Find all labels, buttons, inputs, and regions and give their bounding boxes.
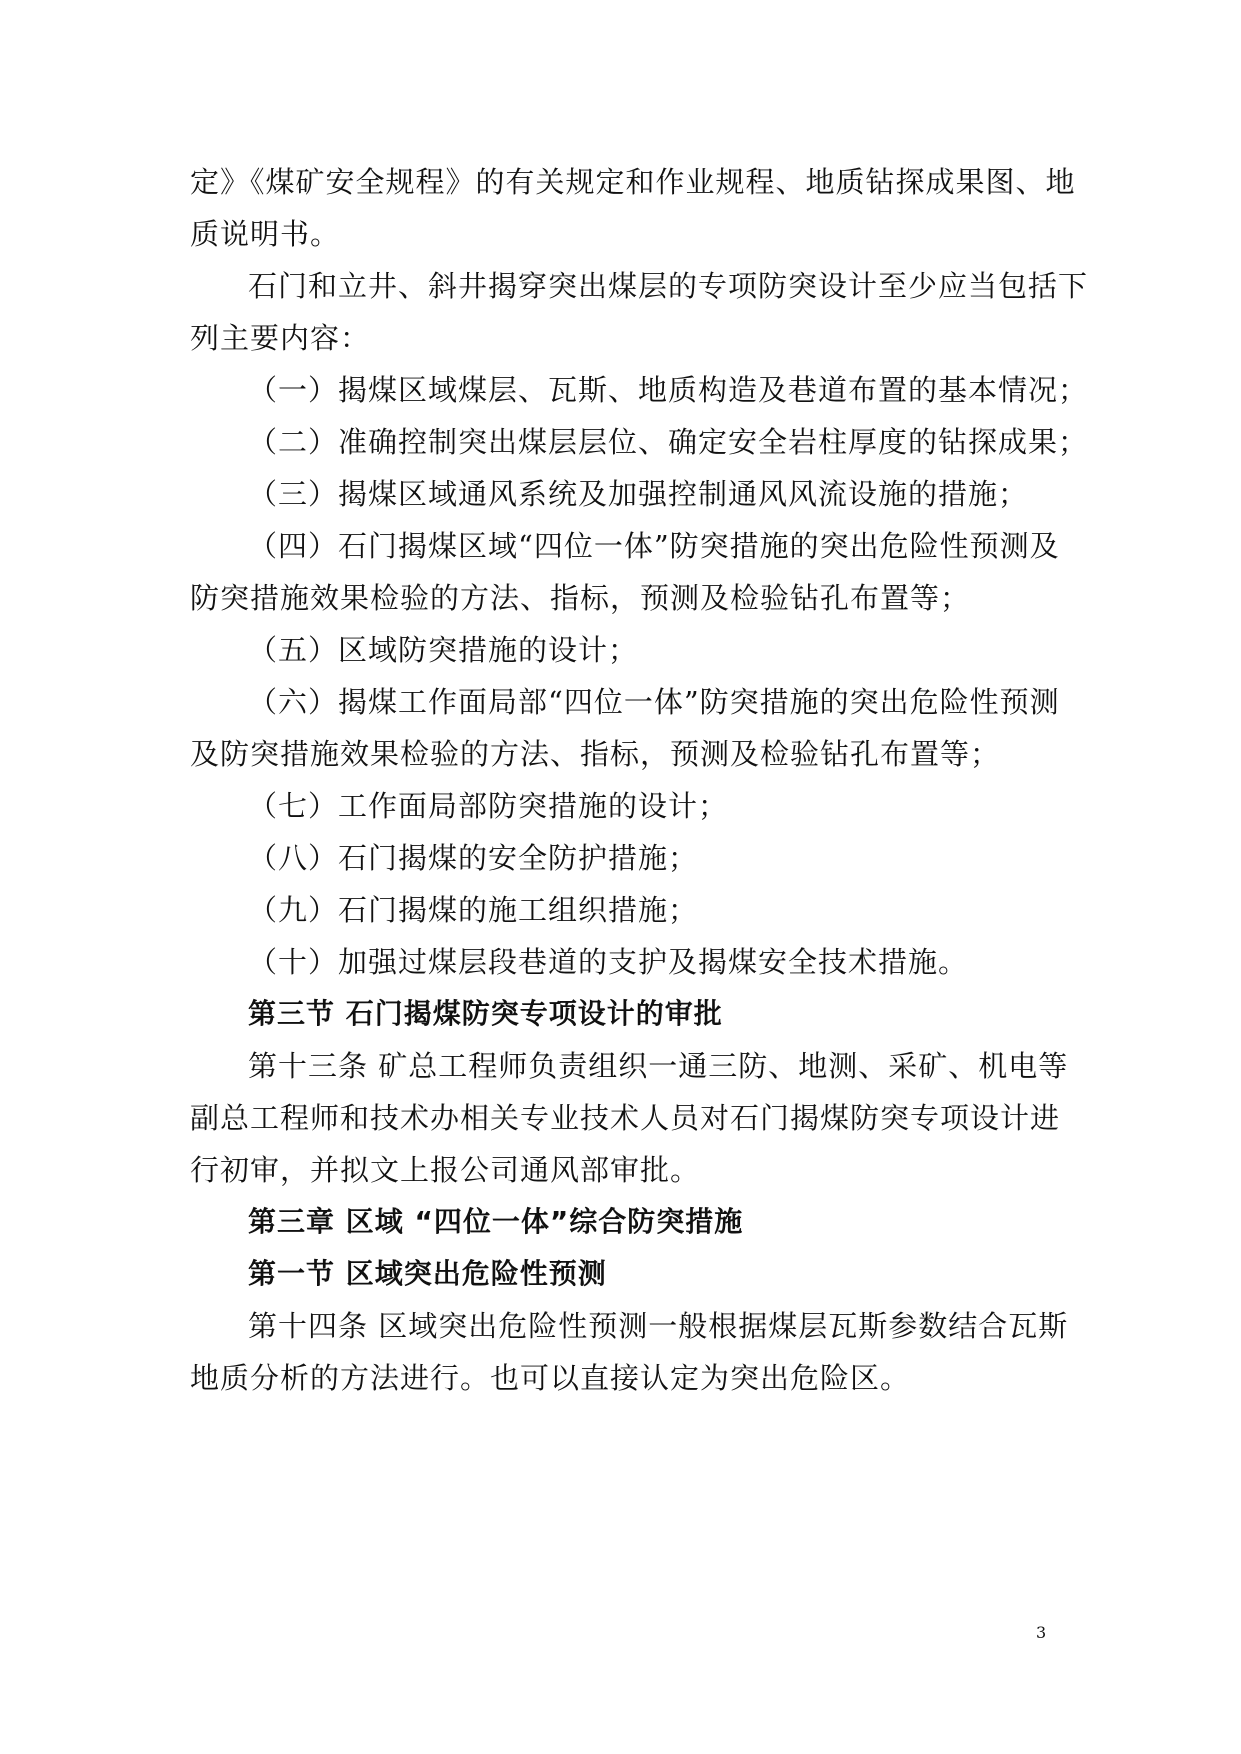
list-item: （九）石门揭煤的施工组织措施； [248,893,699,927]
page-number: 3 [1036,1623,1047,1642]
section-heading: 第一节 区域突出危险性预测 [248,1257,607,1290]
article-line: 地质分析的方法进行。也可以直接认定为突出危险区。 [190,1361,911,1395]
article-line: 行初审，并拟文上报公司通风部审批。 [190,1153,701,1187]
paragraph-line: 定》《煤矿安全规程》的有关规定和作业规程、地质钻探成果图、地 [190,165,1076,199]
list-item: （七）工作面局部防突措施的设计； [248,789,729,823]
list-item: （四）石门揭煤区域“四位一体”防突措施的突出危险性预测及 [248,529,1060,563]
list-item-continuation: 及防突措施效果检验的方法、指标，预测及检验钻孔布置等； [190,737,1001,771]
paragraph-line: 列主要内容： [190,321,371,355]
list-item: （十）加强过煤层段巷道的支护及揭煤安全技术措施。 [248,945,969,979]
list-item: （八）石门揭煤的安全防护措施； [248,841,699,875]
list-item: （三）揭煤区域通风系统及加强控制通风风流设施的措施； [248,477,1029,511]
paragraph-line: 质说明书。 [190,217,341,251]
article-line: 第十三条 矿总工程师负责组织一通三防、地测、采矿、机电等 [248,1049,1069,1083]
list-item: （五）区域防突措施的设计； [248,633,639,667]
paragraph-line: 石门和立井、斜井揭穿突出煤层的专项防突设计至少应当包括下 [248,269,1089,303]
list-item: （六）揭煤工作面局部“四位一体”防突措施的突出危险性预测 [248,685,1060,719]
article-line: 第十四条 区域突出危险性预测一般根据煤层瓦斯参数结合瓦斯 [248,1309,1069,1343]
list-item: （二）准确控制突出煤层层位、确定安全岩柱厚度的钻探成果； [248,425,1089,459]
chapter-heading: 第三章 区域 “四位一体”综合防突措施 [248,1205,744,1238]
article-line: 副总工程师和技术办相关专业技术人员对石门揭煤防突专项设计进 [190,1101,1061,1135]
list-item-continuation: 防突措施效果检验的方法、指标，预测及检验钻孔布置等； [190,581,971,615]
list-item: （一）揭煤区域煤层、瓦斯、地质构造及巷道布置的基本情况； [248,373,1089,407]
section-heading: 第三节 石门揭煤防突专项设计的审批 [248,997,723,1030]
